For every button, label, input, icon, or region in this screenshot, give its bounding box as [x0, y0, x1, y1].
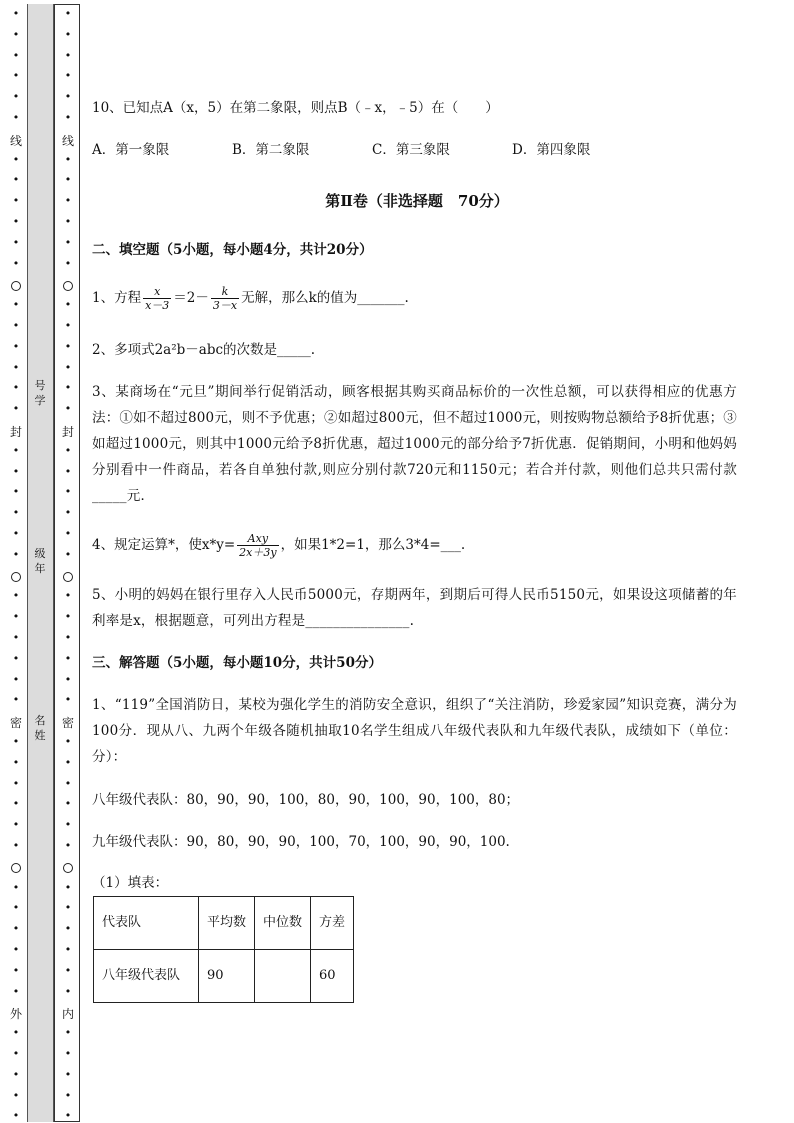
score-table [93, 896, 354, 1003]
part2-title: 第Ⅱ卷（非选择题 70分） [325, 192, 509, 210]
binding-dot: • [64, 943, 72, 956]
outer-mark-seal: 封 [9, 425, 22, 439]
binding-dot: • [12, 28, 20, 41]
table-row [94, 950, 354, 1003]
binding-dot: • [64, 1047, 72, 1060]
binding-dot: • [64, 153, 72, 166]
binding-dot: • [12, 839, 20, 852]
fill-q4 [92, 530, 465, 560]
solve-q1-text: 1、“119”全国消防日，某校为强化学生的消防安全意识，组织了“关注消防，珍爱家园”知识竞赛，满分为100分．现从八、九两个年级各随机抽取10名学生组成八年级代表队和九年级代表队，成绩如下（单位：分）： [92, 697, 737, 765]
binding-dot: • [64, 610, 72, 623]
binding-dot: • [12, 922, 20, 935]
fill-q1-fraction-1 [143, 285, 171, 312]
binding-dot: • [64, 839, 72, 852]
fill-q4-suffix: ，如果1*2=1，那么3*4=___. [280, 537, 466, 553]
binding-dot: • [64, 7, 72, 20]
table-header-cell: 中位数 [255, 897, 311, 950]
binding-dot: • [12, 818, 20, 831]
binding-dot: • [12, 69, 20, 82]
grade9-scores: 九年级代表队：90，80，90，90，100，70，100，90，90，100. [92, 834, 510, 850]
table-cell-median [255, 950, 311, 1003]
binding-dot: • [12, 589, 20, 602]
binding-dot: • [64, 527, 72, 540]
grade-label: 级年 [34, 547, 46, 575]
binding-dot: • [64, 797, 72, 810]
binding-dot: • [64, 631, 72, 644]
binding-dot: • [12, 257, 20, 270]
binding-dot: • [12, 153, 20, 166]
binding-dot: • [12, 444, 20, 457]
grade8-scores: 八年级代表队：80，90，90，100，80，90，100，90，100，80； [92, 792, 520, 808]
binding-dot: • [12, 506, 20, 519]
table-header-cell: 平均数 [199, 897, 255, 950]
outer-circle-icon [11, 572, 21, 582]
binding-dot: • [12, 693, 20, 706]
binding-dot: • [12, 943, 20, 956]
binding-dot: • [64, 194, 72, 207]
q10-options [92, 137, 652, 163]
fill-q4-denominator: 2x＋3y [239, 546, 277, 559]
binding-dot: • [12, 631, 20, 644]
fill-q1-middle: ＝2－ [173, 290, 209, 306]
solve-q1-sub1: （1）填表： [92, 875, 169, 891]
binding-dot: • [64, 818, 72, 831]
table-header-row [94, 897, 354, 950]
binding-dot: • [64, 69, 72, 82]
binding-dot: • [12, 548, 20, 561]
binding-dot: • [64, 1068, 72, 1081]
binding-dot: • [64, 673, 72, 686]
binding-dot: • [12, 49, 20, 62]
fill-q3: 3、某商场在“元旦”期间举行促销活动，顾客根据其购买商品标价的一次性总额，可以获得相应的优惠方法：①如不超过800元，则不予优惠；②如超过800元，但不超过1000元，则按购物总额给予8折优惠；③如超过1000元，则其中1000元给予8折优惠，超过1000元的部分给予7折优惠．促销期间，小明和他妈妈分别看中一件商品，若各自单独付款,则应分别付款720元和1150元；若合并付款，则他们总共只需付款_____元． [92, 384, 737, 504]
binding-dot: • [64, 298, 72, 311]
fill-q1-frac2-numerator: k [211, 285, 239, 299]
binding-dot: • [12, 1068, 20, 1081]
binding-dot: • [64, 402, 72, 415]
binding-dot: • [12, 236, 20, 249]
binding-dot: • [64, 985, 72, 998]
fill-q4-prefix: 4、规定运算*，使x*y= [92, 537, 236, 553]
binding-dot: • [12, 610, 20, 623]
inner-mark-inside: 内 [61, 1007, 74, 1021]
q10-stem: 10、已知点A（x，5）在第二象限，则点B（﹣x，﹣5）在（ ） [92, 100, 499, 116]
outer-mark-line: 线 [9, 134, 22, 148]
binding-dot: • [64, 381, 72, 394]
fill-q1-prefix: 1、方程 [92, 290, 142, 306]
binding-dot: • [12, 652, 20, 665]
binding-dot: • [12, 964, 20, 977]
inner-circle-icon [63, 572, 73, 582]
binding-dot: • [64, 215, 72, 228]
binding-dot: • [64, 777, 72, 790]
binding-dot: • [12, 735, 20, 748]
q10-option-c: C．第三象限 [372, 142, 450, 158]
binding-dot: • [64, 735, 72, 748]
binding-dot: • [64, 506, 72, 519]
binding-dot: • [64, 361, 72, 374]
binding-dot: • [64, 901, 72, 914]
binding-dot: • [64, 1109, 72, 1122]
fill-q2: 2、多项式2a²b－abc的次数是_____. [92, 342, 316, 358]
binding-dot: • [64, 90, 72, 103]
binding-dot: • [12, 1047, 20, 1060]
binding-dot: • [64, 465, 72, 478]
binding-dot: • [64, 693, 72, 706]
binding-dot: • [64, 756, 72, 769]
inner-circle-icon [63, 281, 73, 291]
fill-q1-frac1-denominator: x－3 [145, 299, 170, 312]
binding-dot: • [12, 777, 20, 790]
binding-dot: • [64, 236, 72, 249]
binding-dot: • [12, 985, 20, 998]
binding-dot: • [64, 1089, 72, 1102]
fill-q1-frac2-denominator: 3－x [212, 299, 238, 312]
fill-q1-frac1-numerator: x [143, 285, 171, 299]
binding-dot: • [64, 49, 72, 62]
binding-dot: • [12, 298, 20, 311]
binding-dot: • [12, 173, 20, 186]
binding-dot: • [64, 28, 72, 41]
name-label: 名姓 [34, 714, 46, 742]
binding-dot: • [12, 485, 20, 498]
q10-option-d: D．第四象限 [512, 142, 591, 158]
binding-dot: • [12, 361, 20, 374]
binding-dot: • [64, 257, 72, 270]
binding-dot: • [12, 340, 20, 353]
fill-q5: 5、小明的妈妈在银行里存入人民币5000元，存期两年，到期后可得人民币5150元，如果设这项储蓄的年利率是x，根据题意，可列出方程是_______________. [92, 587, 737, 629]
table-cell-variance: 60 [311, 950, 354, 1003]
student-number-label: 号学 [34, 379, 46, 407]
table-header-cell: 方差 [311, 897, 354, 950]
outer-mark-outside: 外 [9, 1007, 22, 1021]
q10-option-a: A．第一象限 [92, 142, 170, 158]
binding-dot: • [12, 7, 20, 20]
fill-q4-numerator: Axy [237, 532, 278, 546]
binding-dot: • [12, 1089, 20, 1102]
fill-q1-suffix: 无解，那么k的值为_______. [241, 290, 409, 306]
binding-dot: • [12, 527, 20, 540]
binding-dot: • [12, 881, 20, 894]
binding-dot: • [12, 673, 20, 686]
binding-dot: • [64, 173, 72, 186]
inner-mark-secret: 密 [61, 716, 74, 730]
outer-mark-secret: 密 [9, 716, 22, 730]
binding-dot: • [12, 90, 20, 103]
binding-dot: • [64, 964, 72, 977]
inner-mark-line: 线 [61, 134, 74, 148]
binding-dot: • [64, 548, 72, 561]
q10-option-b: B．第二象限 [232, 142, 310, 158]
binding-dot: • [64, 881, 72, 894]
outer-dot-column [9, 0, 23, 1123]
binding-dot: • [12, 465, 20, 478]
binding-dot: • [64, 652, 72, 665]
binding-dot: • [64, 444, 72, 457]
binding-dot: • [64, 1026, 72, 1039]
binding-dot: • [64, 111, 72, 124]
binding-dot: • [64, 922, 72, 935]
binding-dot: • [12, 215, 20, 228]
binding-dot: • [12, 194, 20, 207]
binding-dot: • [12, 381, 20, 394]
fill-q1-fraction-2 [211, 285, 239, 312]
fill-q1 [92, 283, 409, 313]
binding-dot: • [12, 402, 20, 415]
binding-dot: • [12, 901, 20, 914]
binding-dot: • [12, 797, 20, 810]
binding-dot: • [64, 589, 72, 602]
binding-dot: • [12, 319, 20, 332]
solve-heading: 三、解答题（5小题，每小题10分，共计50分） [92, 655, 382, 671]
binding-dot: • [12, 1026, 20, 1039]
binding-dot: • [12, 756, 20, 769]
inner-mark-seal: 封 [61, 425, 74, 439]
fill-q4-fraction [237, 532, 278, 559]
outer-circle-icon [11, 281, 21, 291]
table-cell-team: 八年级代表队 [94, 950, 199, 1003]
binding-dot: • [64, 485, 72, 498]
binding-dot: • [64, 340, 72, 353]
table-cell-mean: 90 [199, 950, 255, 1003]
table-header-cell: 代表队 [94, 897, 199, 950]
binding-dot: • [12, 1109, 20, 1122]
outer-circle-icon [11, 863, 21, 873]
inner-dot-column [61, 0, 75, 1123]
binding-dot: • [12, 111, 20, 124]
inner-circle-icon [63, 863, 73, 873]
fill-heading: 二、填空题（5小题，每小题4分，共计20分） [92, 242, 373, 258]
binding-dot: • [64, 319, 72, 332]
